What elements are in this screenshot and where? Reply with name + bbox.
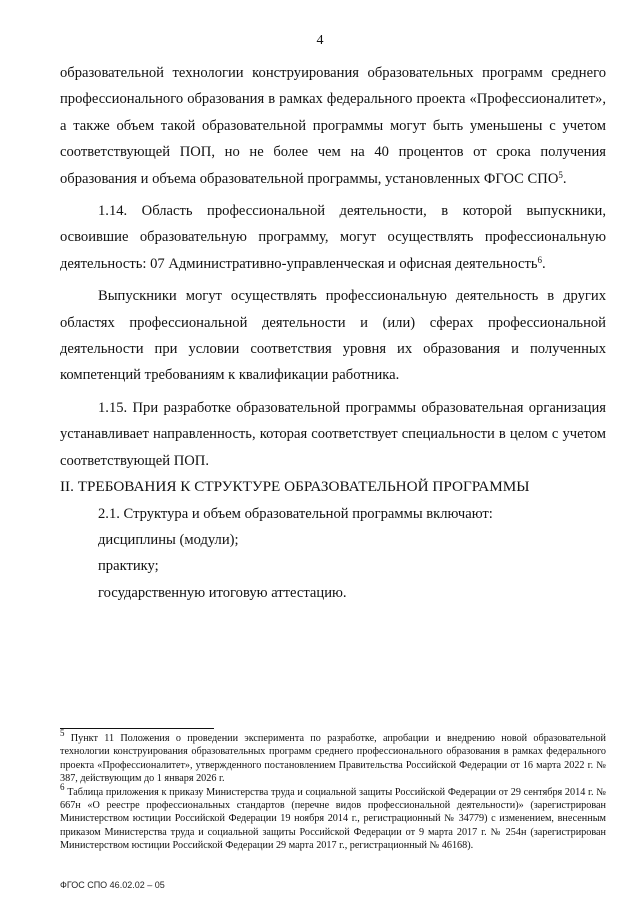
list-item: практику; <box>98 558 159 575</box>
footnote-separator <box>60 728 214 729</box>
footnote-text: Таблица приложения к приказу Министерства труда и социальной защиты Российской Федерации от 29 сентября 2014 г. № 667н «О реестре профессиональных стандартов (перечне видов профессиональной деятельности)» (зарегистрирован Министерством юстиции Российской Федерации 19 ноября 2014 г., регистрационный № 34779) с изменением, внесенным приказом Министерства труда и социальной защиты Российской Федерации от 9 марта 2017 г. № 254н (зарегистрирован Министерством юстиции Российской Федерации 29 марта 2017 г., регистрационный № 46168). <box>60 786 607 852</box>
document-body <box>60 60 606 606</box>
list-item: государственную итоговую аттестацию. <box>98 584 347 601</box>
page-number: 4 <box>316 33 324 48</box>
paragraph-continuation <box>60 60 606 192</box>
paragraph-1-15: 1.15. При разработке образовательной программы образовательная организация устанавливает направленность, которая соответствует специальности в целом с учетом соответствующей ПОП. <box>60 399 606 469</box>
list-intro: 2.1. Структура и объем образовательной программы включают: <box>98 505 493 522</box>
footnote-text: Пункт 11 Положения о проведении эксперимента по разработке, апробации и внедрению новой образовательной технологии конструирования образовательных программ среднего профессионального образования в рамках федерального проекта «Профессионалитет», утвержденного постановлением Правительства Российской Федерации от 16 марта 2022 г. № 387, действующим до 1 января 2026 г. <box>60 733 606 785</box>
section-heading: II. ТРЕБОВАНИЯ К СТРУКТУРЕ ОБРАЗОВАТЕЛЬНОЙ ПРОГРАММЫ <box>60 478 530 496</box>
footnote-6 <box>60 781 607 853</box>
footnote-marker: 6 <box>60 781 65 792</box>
footnote-5 <box>60 728 606 786</box>
footnotes <box>60 728 607 853</box>
paragraph-text: 1.14. Область профессиональной деятельности, в которой выпускники, освоившие образовательную программу, могут осуществлять профессиональную деятельность: 07 Административно-управленческая и офисная деятельность <box>60 203 606 272</box>
paragraph-tail: . <box>542 255 546 272</box>
paragraph-text: образовательной технологии конструирования образовательных программ среднего профессионального образования в рамках федерального проекта «Профессионалитет», а также объем такой образовательной программы могут быть уменьшены с учетом соответствующей ПОП, но не более чем на 40 процентов от срока получения образования и объема образовательной программы, установленных ФГОС СПО <box>60 65 606 187</box>
paragraph-1-14 <box>60 198 606 277</box>
footnote-ref-5[interactable]: 5 <box>558 169 563 180</box>
footnote-ref-6[interactable]: 6 <box>537 254 542 265</box>
footnote-marker: 5 <box>60 728 65 738</box>
paragraph-tail: . <box>562 170 567 187</box>
paragraph-graduates: Выпускники могут осуществлять профессиональную деятельность в других областях профессиональной деятельности и (или) сферах профессиональной деятельности при условии соответствия уровня их образования и полученных компетенций требованиям к квалификации работника. <box>60 288 606 384</box>
list-item: дисциплины (модули); <box>98 531 239 548</box>
document-code: ФГОС СПО 46.02.02 – 05 <box>60 880 165 890</box>
